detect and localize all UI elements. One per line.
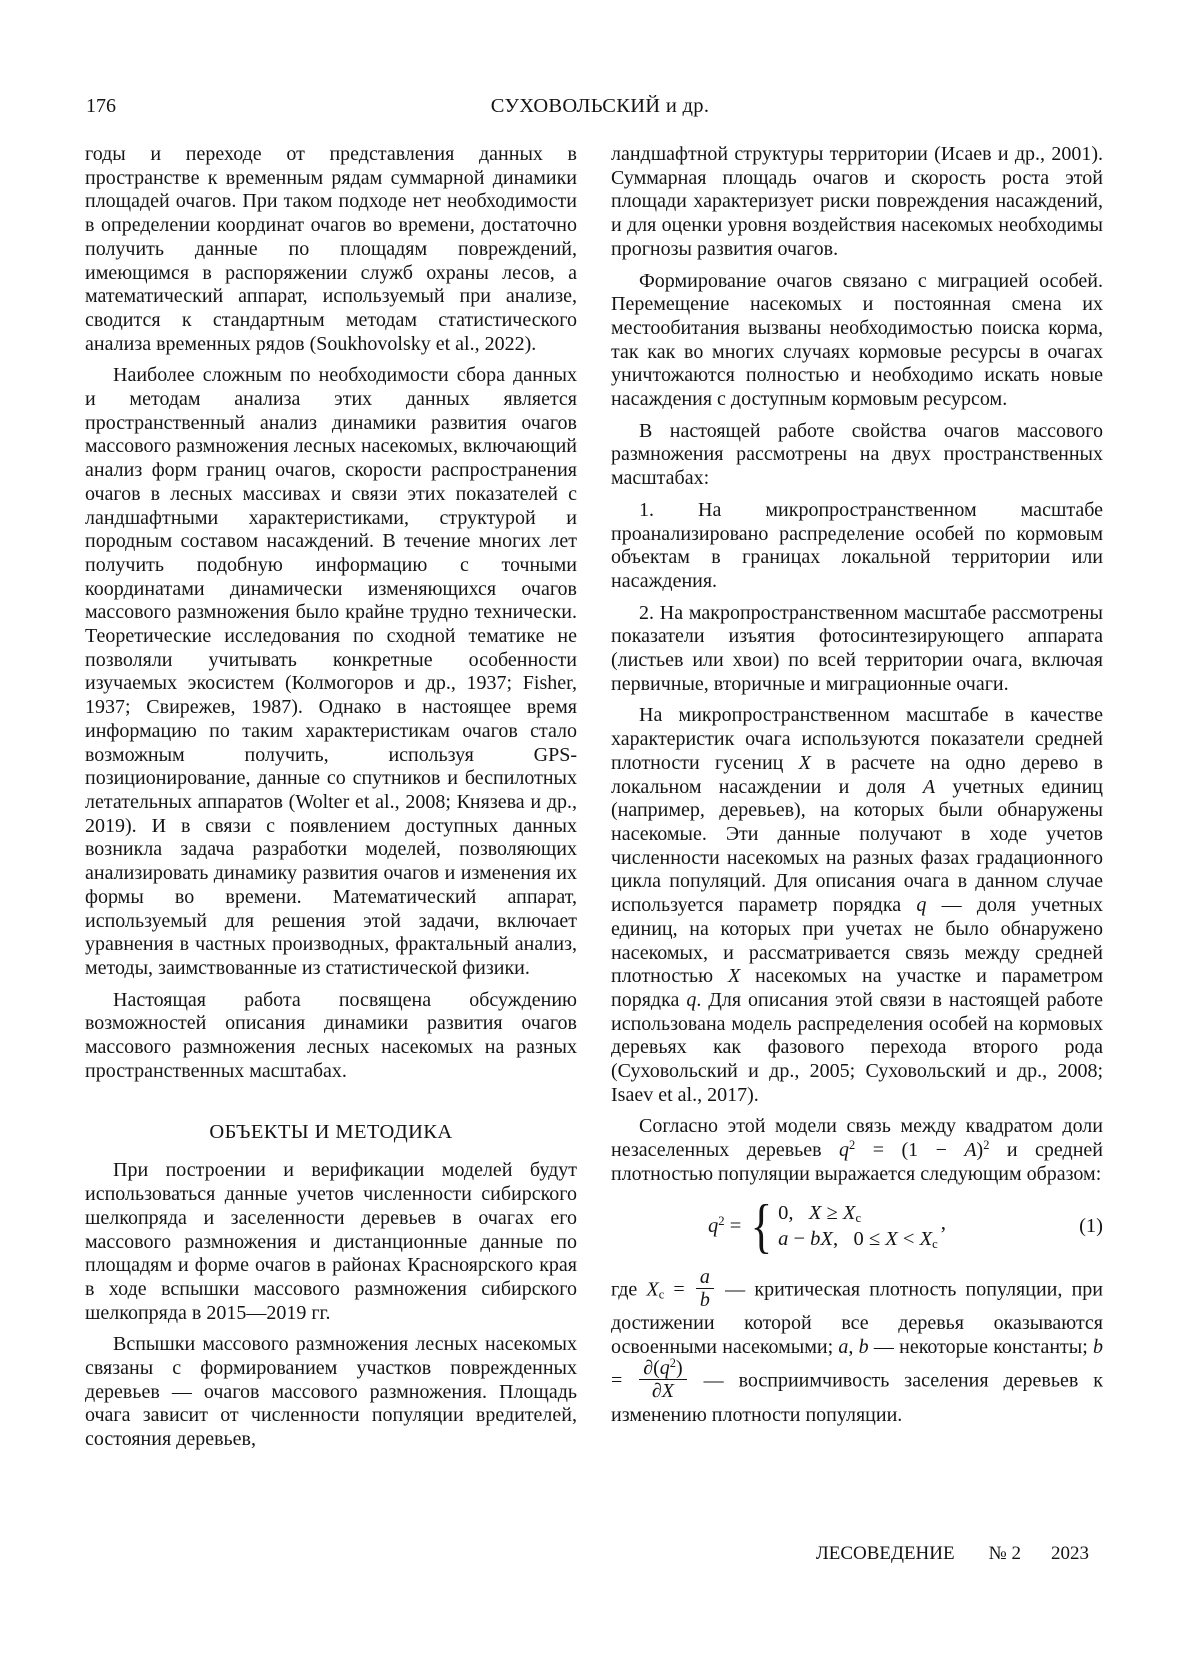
model-relation-paragraph: Согласно этой модели связь между квадратом доли незаселенных деревьев $q^2 = (1 - A)^2$ и средней плотностью популяции выражается следующим образом: — [611, 1115, 1103, 1185]
paper-goal-paragraph: Настоящая работа посвящена обсуждению возможностей описания динамики развития очагов массового размножения лесных насекомых на разных пространственных масштабах. — [85, 988, 577, 1082]
spatial-analysis-paragraph: Наиболее сложным по необходимости сбора данных и методам анализа этих данных является пространственный анализ динамики развития очагов массового размножения лесных насекомых, включающий анализ форм границ очагов, скорости распространения очагов в лесных массивах и связи этих показателей с ландшафтными характеристиками, структурой и породным составом насаждений. В течение многих лет получить подобную информацию с точными координатами динамически изменяющихся очагов массового размножения было крайне трудно технически. Теоретические исследования по сходной тематике не позволяли учитывать конкретные особенности изучаемых экосистем (Колмогоров и др., 1937; Fisher, 1937; Свирежев, 1987). Однако в настоящее время информацию по таким характеристикам очагов стало возможным получить, используя GPS-позиционирование, данные со спутников и беспилотных летательных аппаратов (Wolter et al., 2008; Князева и др., 2019). И в связи с появлением доступных данных возникла задача разработки моделей, позволяющих анализировать динамику развития очагов и изменения их формы во времени. Математический аппарат, используемый для решения этой задачи, включает уравнения в частных производных, фрактальный анализ, методы, заимствованные из статистической физики. — [85, 364, 577, 979]
parameters-definition-paragraph: где $X_c$ = $\frac{a}{b}$ — критическая плотность популяции, при достижении которой все деревья оказываются освоенными насекомыми; a, b — некоторые константы; b = $\frac{\partial(q^2)}{\partial X}$ — восприимчивость заселения деревьев к изменению плотности популяции. — [611, 1265, 1104, 1426]
section-heading-objects-methods: ОБЪЕКТЫ И МЕТОДИКА — [209, 1121, 453, 1144]
equation-lhs: $q^2$ = — [708, 1213, 742, 1237]
journal-name: ЛЕСОВЕДЕНИЕ — [815, 1543, 955, 1564]
intro-continuation-paragraph: годы и переходе от представления данных в пространстве к временным рядам суммарной динамики площадей очагов. При таком подходе нет необходимости в определении координат очагов во времени, достаточно получить данные по площадям повреждений, имеющимся в распоряжении служб охраны лесов, а математический аппарат, используемый при анализе, сводится к стандартным методам статистического анализа временных рядов (Soukhovolsky et al., 2022). — [85, 143, 577, 355]
micro-scale-characteristics-paragraph: На микропространственном масштабе в качестве характеристик очага используются показатели средней плотности гусениц X в расчете на одно дерево в локальном насаждении и доля A учетных единиц (например, деревьев), на которых были обнаружены насекомые. Эти данные получают в ходе учетов численности насекомых на разных фазах градационного цикла популяций. Для описания очага в данном случае используется параметр порядка q — доля учетных единиц, на которых при учетах не было обнаружено насекомых, и рассматривается связь между средней плотностью X насекомых на участке и параметром порядка q. Для описания этой связи в настоящей работе использована модель распределения особей на кормовых деревьях как фазового перехода второго рода (Суховольский и др., 2005; Суховольский и др., 2008; Isaev et al., 2017). — [611, 704, 1104, 1106]
equation-number: (1) — [1079, 1214, 1103, 1237]
list-item-macro-scale: 2. На макропространственном масштабе рассмотрены показатели изъятия фотосинтезирующего аппарата (листьев или хвои) по всей территории очага, включая первичные, вторичные и миграционные очаги. — [611, 601, 1103, 695]
cases-brace: { — [750, 1192, 773, 1259]
list-item-micro-scale: 1. На микропространственном масштабе проанализировано распределение особей по кормовым объектам в границах локальной территории или насаждения. — [611, 498, 1103, 592]
page-footer — [816, 1543, 1089, 1564]
equation-case-2: a − bX, $0 \le X < X_c$ — [778, 1227, 938, 1251]
page-number: 176 — [86, 95, 116, 117]
left-column — [85, 143, 577, 1460]
two-column-layout — [85, 143, 1103, 1460]
page-header — [0, 95, 1200, 121]
outbreaks-paragraph: Вспышки массового размножения лесных насекомых связаны с формированием участков поврежденных деревьев — очагов массового размножения. Площадь очага зависит от численности популяции вредителей, состояния деревьев, — [85, 1333, 577, 1451]
equation-case-1: 0, $X \ge X_c$ — [778, 1201, 862, 1225]
equation-trailing-comma: , — [940, 1209, 946, 1234]
right-column — [611, 143, 1103, 1460]
equation-1 — [611, 1192, 1103, 1259]
publication-year: 2023 — [1051, 1543, 1089, 1564]
two-scales-intro-paragraph: В настоящей работе свойства очагов массового размножения рассмотрены на двух пространственных масштабах: — [611, 419, 1103, 490]
issue-number: № 2 — [988, 1543, 1021, 1564]
landscape-structure-paragraph: ландшафтной структуры территории (Исаев и др., 2001). Суммарная площадь очагов и скорость роста этой площади характеризует риски повреждения насаждений, и для оценки уровня воздействия насекомых необходимы прогнозы развития очагов. — [611, 143, 1103, 260]
equation-cases — [778, 1200, 938, 1252]
data-sources-paragraph: При построении и верификации моделей будут использоваться данные учетов численности сибирского шелкопряда и заселенности деревьев в очагах его массового размножения и дистанционные данные по площадям и форме очагов в районах Красноярского края в ходе вспышки массового размножения сибирского шелкопряда в 2015—2019 гг. — [85, 1159, 577, 1324]
equation-1-body — [611, 1192, 1103, 1259]
running-title: СУХОВОЛЬСКИЙ и др. — [490, 95, 710, 117]
migration-paragraph: Формирование очагов связано с миграцией особей. Перемещение насекомых и постоянная смена их местообитания вызваны необходимостью поиска корма, так как во многих случаях кормовые ресурсы в очагах уничтожаются полностью и необходимо искать новые насаждения с доступным кормовым ресурсом. — [611, 269, 1103, 411]
